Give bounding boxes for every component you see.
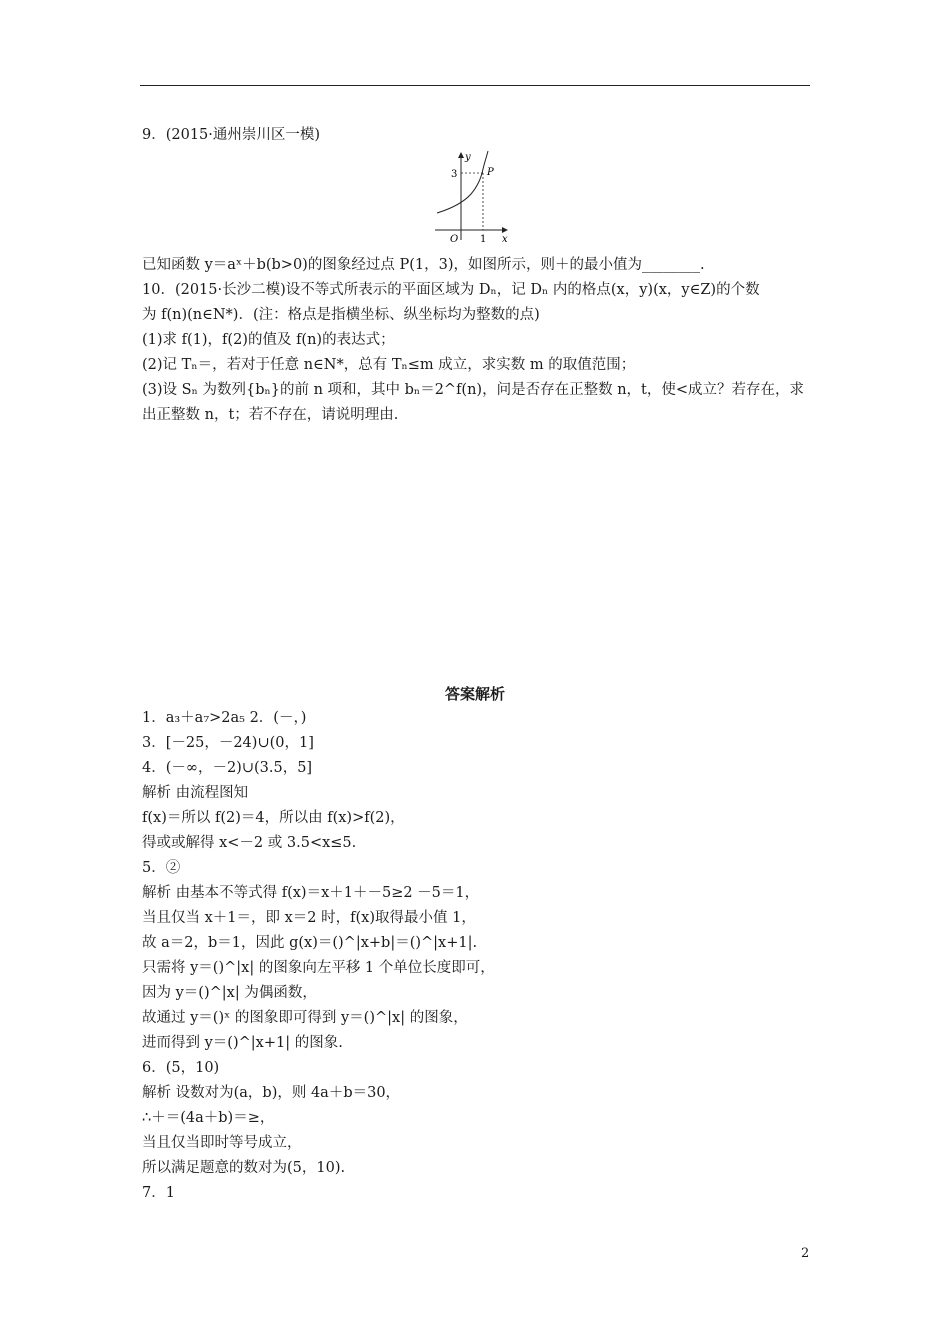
answer-line: 故 a＝2，b＝1，因此 g(x)＝()^|x+b|＝()^|x+1|.: [142, 935, 478, 951]
answer-line: 故通过 y＝()ˣ 的图象即可得到 y＝()^|x| 的图象，: [142, 1010, 468, 1026]
question-9-text: 已知函数 y＝aˣ＋b(b>0)的图象经过点 P(1，3)，如图所示，则＋的最小值为________.: [142, 257, 705, 273]
answers-title: 答案解析: [444, 685, 505, 703]
header-rule: [140, 85, 810, 86]
question-10-line: 为 f(n)(n∈N*)．(注：格点是指横坐标、纵坐标均为整数的点): [142, 307, 540, 323]
answer-line: 解析 设数对为(a，b)，则 4a＋b＝30，: [142, 1085, 401, 1101]
x-tick-label: 1: [480, 234, 487, 245]
answer-line: 1．a₃＋a₇>2a₅ 2．(－，): [142, 710, 307, 726]
question-10-line: (3)设 Sₙ 为数列{bₙ}的前 n 项和，其中 bₙ＝2^f(n)，问是否存在正整数 n，t，使<成立？若存在，求: [142, 382, 805, 398]
answer-line: 6．(5，10): [142, 1060, 220, 1076]
answer-line: f(x)＝所以 f(2)＝4，所以由 f(x)>f(2)，: [142, 810, 405, 826]
answer-line: 只需将 y＝()^|x| 的图象向左平移 1 个单位长度即可，: [142, 960, 495, 976]
answer-line: 当且仅当 x＋1＝，即 x＝2 时，f(x)取得最小值 1，: [142, 910, 476, 926]
answer-line: ∴＋＝(4a＋b)＝≥，: [142, 1110, 275, 1126]
answer-line: 所以满足题意的数对为(5，10).: [142, 1160, 346, 1176]
answer-line: 解析 由流程图知: [142, 785, 249, 801]
origin-label: O: [450, 234, 459, 245]
answer-line: 解析 由基本不等式得 f(x)＝x＋1＋－5≥2 －5＝1，: [142, 885, 480, 901]
exponential-function-graph: [425, 147, 515, 247]
x-axis-label: x: [502, 234, 508, 245]
answer-line: 当且仅当即时等号成立，: [142, 1135, 302, 1151]
point-p-label: P: [487, 167, 494, 178]
answer-line: 7．1: [142, 1185, 175, 1201]
y-axis-label: y: [465, 152, 471, 163]
answer-line: 4．(－∞，－2)∪(3.5，5]: [142, 760, 313, 776]
curve: [437, 151, 488, 213]
question-9-header: 9．(2015·通州崇川区一模): [142, 127, 321, 143]
answer-line: 得或或解得 x<－2 或 3.5<x≤5.: [142, 835, 357, 851]
answer-line: 3．[－25，－24)∪(0，1]: [142, 735, 314, 751]
question-10-line: (2)记 Tₙ＝，若对于任意 n∈N*，总有 Tₙ≤m 成立，求实数 m 的取值范围；: [142, 357, 636, 373]
answer-line: 进而得到 y＝()^|x+1| 的图象.: [142, 1035, 343, 1051]
answer-line: 因为 y＝()^|x| 为偶函数，: [142, 985, 317, 1001]
y-tick-label: 3: [451, 169, 458, 180]
question-10-line: 出正整数 n，t；若不存在，请说明理由.: [142, 407, 399, 423]
page-number: 2: [801, 1246, 810, 1261]
question-10-line: (1)求 f(1)，f(2)的值及 f(n)的表达式；: [142, 332, 395, 348]
question-10-line: 10．(2015·长沙二模)设不等式所表示的平面区域为 Dₙ，记 Dₙ 内的格点(x，y)(x，y∈Z)的个数: [142, 282, 760, 298]
answer-line: 5．②: [142, 860, 181, 876]
